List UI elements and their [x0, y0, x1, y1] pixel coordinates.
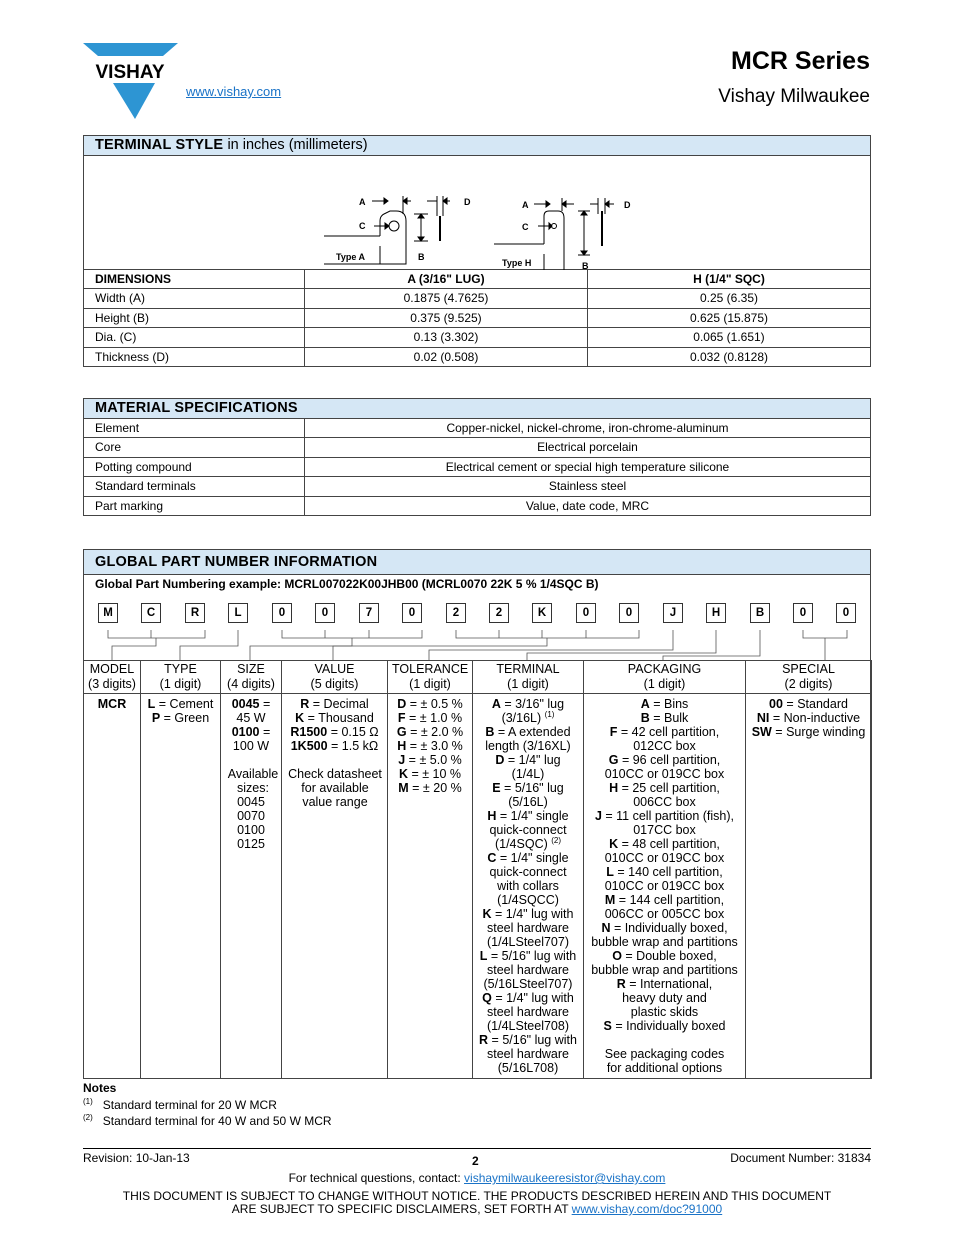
revision-date: Revision: 10-Jan-13 [83, 1151, 190, 1165]
part-char-box: 2 [489, 603, 509, 623]
page-subtitle: Vishay Milwaukee [718, 86, 870, 107]
part-char-box: K [532, 603, 552, 623]
dim-value-h: 0.625 (15.875) [588, 308, 871, 328]
spec-value: Electrical cement or special high temperature silicone [305, 457, 871, 477]
col-header-type: TYPE (1 digit) [141, 661, 221, 694]
dim-value-a: 0.02 (0.508) [305, 347, 588, 367]
col-header-size: SIZE (4 digits) [221, 661, 282, 694]
spec-label: Core [84, 438, 305, 458]
logo-text: VISHAY [95, 62, 165, 83]
spec-value: Stainless steel [305, 477, 871, 497]
part-number-example: Global Part Numbering example: MCRL007022K00JHB00 (MCRL0070 22K 5 % 1/4SQC B) [95, 577, 599, 591]
label-a-type-a: A [359, 196, 366, 207]
disclaimer-line-2: ARE SUBJECT TO SPECIFIC DISCLAIMERS, SET FORTH AT www.vishay.com/doc?91000 [231, 1202, 723, 1216]
terminal-diagram [84, 156, 870, 270]
label-c-type-a: C [359, 220, 366, 231]
label-c-type-h: C [522, 221, 529, 232]
part-char-box: 0 [576, 603, 596, 623]
col-header-special: SPECIAL (2 digits) [746, 661, 872, 694]
part-char-box: C [141, 603, 161, 623]
part-char-box: 7 [359, 603, 379, 623]
label-type-h: Type H [502, 257, 532, 268]
dim-value-a: 0.13 (3.302) [305, 328, 588, 348]
size-cell: 0045 = 45 W 0100 = 100 W Available sizes: 0045 0070 0100 0125 [221, 694, 282, 1079]
dim-label: Height (B) [84, 308, 305, 328]
special-cell: 00 = Standard NI = Non-inductive SW = Surge winding [746, 694, 872, 1079]
label-d-type-a: D [464, 196, 471, 207]
col-header-terminal: TERMINAL (1 digit) [473, 661, 584, 694]
spec-value: Electrical porcelain [305, 438, 871, 458]
label-d-type-h: D [624, 199, 631, 210]
table-row [84, 328, 871, 348]
model-cell: MCR [84, 694, 141, 1079]
dim-label: Dia. (C) [84, 328, 305, 348]
terminal-cell: A = 3/16" lug (3/16L) $^{(1)}$ B = A extended length (3/16XL) D = 1/4" lug (1/4L) E = 5/16" lug (5/16L) H = 1/4" single quick-connect (1/4SQC) $^{(2)}$ C = 1/4" single quick-connect with collars (1/4SQCC) K = 1/4" lug with steel hardware (1/4LSteel707) L = 5/16" lug with steel hardware (5/16LSteel707) Q = 1/4" lug with steel hardware (1/4LSteel708) R = 5/16" lug with steel hardware (5/16L708) [473, 694, 584, 1079]
website-link[interactable]: www.vishay.com [186, 84, 282, 99]
spec-label: Potting compound [84, 457, 305, 477]
table-row [84, 418, 871, 438]
disclaimer-line-1: THIS DOCUMENT IS SUBJECT TO CHANGE WITHOUT NOTICE. THE PRODUCTS DESCRIBED HEREIN AND THIS DOCUMENT [122, 1189, 832, 1203]
spec-value: Copper-nickel, nickel-chrome, iron-chrome-aluminum [305, 418, 871, 438]
part-char-box: R [185, 603, 205, 623]
tolerance-cell: D = ± 0.5 % F = ± 1.0 % G = ± 2.0 % H = ± 3.0 % J = ± 5.0 % K = ± 10 % M = ± 20 % [388, 694, 473, 1079]
spec-label: Part marking [84, 496, 305, 516]
dim-label: Thickness (D) [84, 347, 305, 367]
part-char-box: B [750, 603, 770, 623]
col-header-type-h: H (1/4" SQC) [588, 269, 871, 289]
disclaimer-link[interactable]: www.vishay.com/doc?91000 [571, 1202, 723, 1216]
col-header-packaging: PACKAGING (1 digit) [584, 661, 746, 694]
part-char-box: 0 [315, 603, 335, 623]
material-specs-heading: MATERIAL SPECIFICATIONS [84, 399, 871, 419]
label-b-type-h: B [582, 260, 589, 270]
notes-title: Notes [83, 1081, 117, 1095]
table-row [84, 438, 871, 458]
dim-value-h: 0.032 (0.8128) [588, 347, 871, 367]
part-char-box: 0 [272, 603, 292, 623]
part-char-box: 0 [836, 603, 856, 623]
part-char-box: H [706, 603, 726, 623]
col-header-value: VALUE (5 digits) [282, 661, 388, 694]
part-number-columns-table [83, 660, 872, 1079]
dim-value-a: 0.1875 (4.7625) [305, 289, 588, 309]
global-part-heading: GLOBAL PART NUMBER INFORMATION [84, 550, 870, 575]
page-number: 2 [472, 1154, 479, 1168]
spec-value: Value, date code, MRC [305, 496, 871, 516]
page-title: MCR Series [731, 47, 870, 75]
part-char-box: L [228, 603, 248, 623]
material-specs-table [83, 398, 871, 516]
dim-label: Width (A) [84, 289, 305, 309]
label-type-a: Type A [336, 251, 366, 262]
terminal-style-heading: TERMINAL STYLE in inches (millimeters) [84, 136, 871, 156]
table-row [84, 457, 871, 477]
table-row [84, 477, 871, 497]
col-header-dimensions: DIMENSIONS [84, 269, 305, 289]
part-char-box: 0 [402, 603, 422, 623]
note-item: $^{(2)}$ Standard terminal for 40 W and 50 W MCR [83, 1113, 332, 1128]
label-b-type-a: B [418, 251, 425, 262]
table-row [84, 308, 871, 328]
part-char-box: 0 [793, 603, 813, 623]
vishay-logo [83, 43, 178, 119]
document-number: Document Number: 31834 [730, 1151, 871, 1165]
terminal-style-table [83, 135, 871, 367]
value-cell: R = Decimal K = Thousand R1500 = 0.15 Ω 1K500 = 1.5 kΩ Check datasheet for available value range [282, 694, 388, 1079]
terminal-figure-cell [84, 155, 871, 269]
spec-label: Standard terminals [84, 477, 305, 497]
col-header-model: MODEL (3 digits) [84, 661, 141, 694]
table-row [84, 289, 871, 309]
label-a-type-h: A [522, 199, 529, 210]
contact-line: For technical questions, contact: vishaymilwaukeeresistor@vishay.com [288, 1171, 666, 1185]
part-char-box: 0 [619, 603, 639, 623]
type-cell: L = Cement P = Green [141, 694, 221, 1079]
dim-value-h: 0.25 (6.35) [588, 289, 871, 309]
part-char-box: J [663, 603, 683, 623]
part-char-box: 2 [446, 603, 466, 623]
part-char-box: M [98, 603, 118, 623]
footer-divider [83, 1148, 871, 1149]
col-header-tolerance: TOLERANCE (1 digit) [388, 661, 473, 694]
dim-value-a: 0.375 (9.525) [305, 308, 588, 328]
dim-value-h: 0.065 (1.651) [588, 328, 871, 348]
note-item: $^{(1)}$ Standard terminal for 20 W MCR [83, 1097, 277, 1112]
contact-email-link[interactable]: vishaymilwaukeeresistor@vishay.com [464, 1171, 666, 1185]
part-number-brackets [83, 620, 871, 664]
packaging-cell: A = Bins B = Bulk F = 42 cell partition, 012CC box G = 96 cell partition, 010CC or 019CC box H = 25 cell partition, 006CC box J = 11 cell partition (fish), 017CC box K = 48 cell partition, 010CC or 019CC box L = 140 cell partition, 010CC or 019CC box M = 144 cell partition, 006CC or 005CC box N = Individually boxed, bubble wrap and partitions O = Double boxed, bubble wrap and partitions R = International, heavy duty and plastic skids S = Individually boxed See packaging codes for additional options [584, 694, 746, 1079]
col-header-type-a: A (3/16" LUG) [305, 269, 588, 289]
table-row [84, 496, 871, 516]
spec-label: Element [84, 418, 305, 438]
table-row [84, 347, 871, 367]
